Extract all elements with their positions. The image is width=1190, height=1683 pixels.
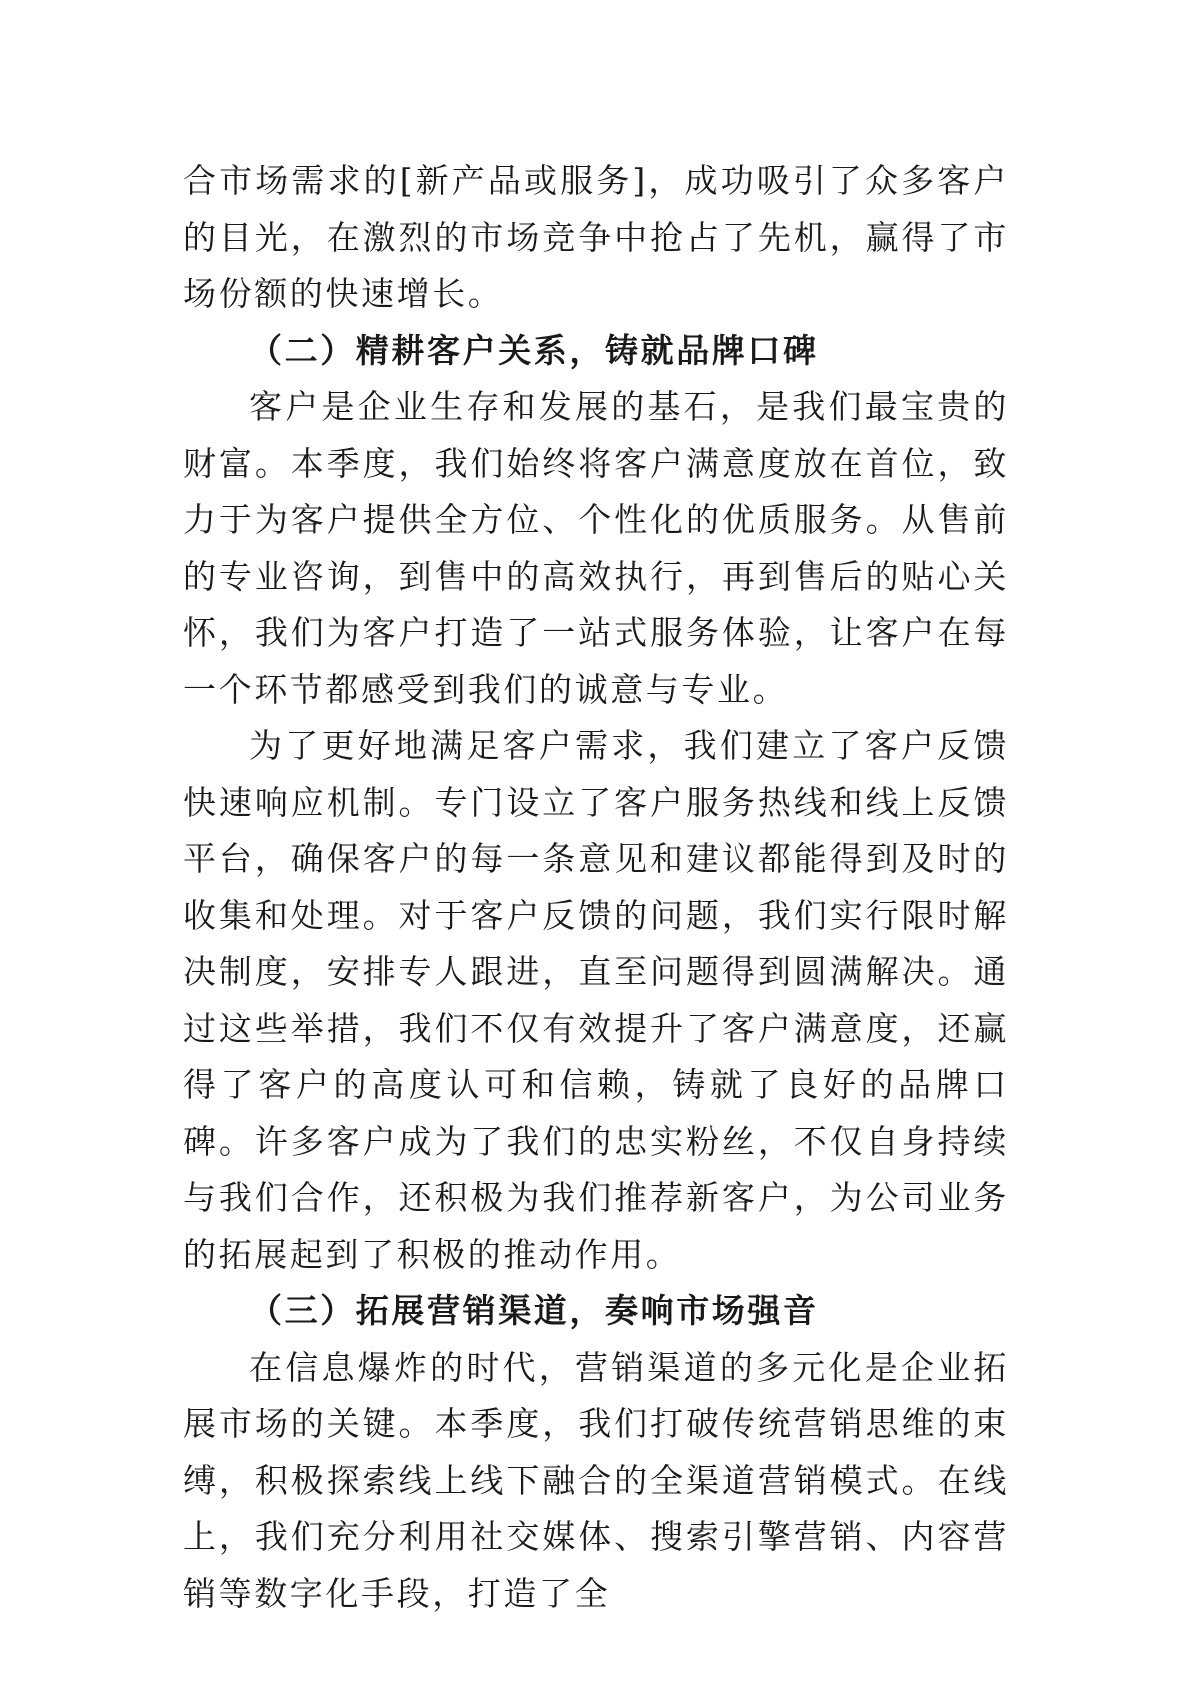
paragraph-continuation: 合市场需求的[新产品或服务]，成功吸引了众多客户的目光，在激烈的市场竞争中抢占了先机，赢得了市场份额的快速增长。 xyxy=(183,161,1009,313)
document-body xyxy=(183,153,1009,1622)
paragraph-marketing-channels: 在信息爆炸的时代，营销渠道的多元化是企业拓展市场的关键。本季度，我们打破传统营销思维的束缚，积极探索线上线下融合的全渠道营销模式。在线上，我们充分利用社交媒体、搜索引擎营销、内容营销等数字化手段，打造了全 xyxy=(183,1347,1009,1613)
paragraph-customer-foundation: 客户是企业生存和发展的基石，是我们最宝贵的财富。本季度，我们始终将客户满意度放在首位，致力于为客户提供全方位、个性化的优质服务。从售前的专业咨询，到售中的高效执行，再到售后的贴心关怀，我们为客户打造了一站式服务体验，让客户在每一个环节都感受到我们的诚意与专业。 xyxy=(183,387,1009,709)
section-heading-3: （三）拓展营销渠道，奏响市场强音 xyxy=(249,1291,819,1330)
paragraph-feedback-mechanism: 为了更好地满足客户需求，我们建立了客户反馈快速响应机制。专门设立了客户服务热线和线上反馈平台，确保客户的每一条意见和建议都能得到及时的收集和处理。对于客户反馈的问题，我们实行限时解决制度，安排专人跟进，直至问题得到圆满解决。通过这些举措，我们不仅有效提升了客户满意度，还赢得了客户的高度认可和信赖，铸就了良好的品牌口碑。许多客户成为了我们的忠实粉丝，不仅自身持续与我们合作，还积极为我们推荐新客户，为公司业务的拓展起到了积极的推动作用。 xyxy=(183,726,1009,1274)
section-heading-2: （二）精耕客户关系，铸就品牌口碑 xyxy=(249,330,819,370)
